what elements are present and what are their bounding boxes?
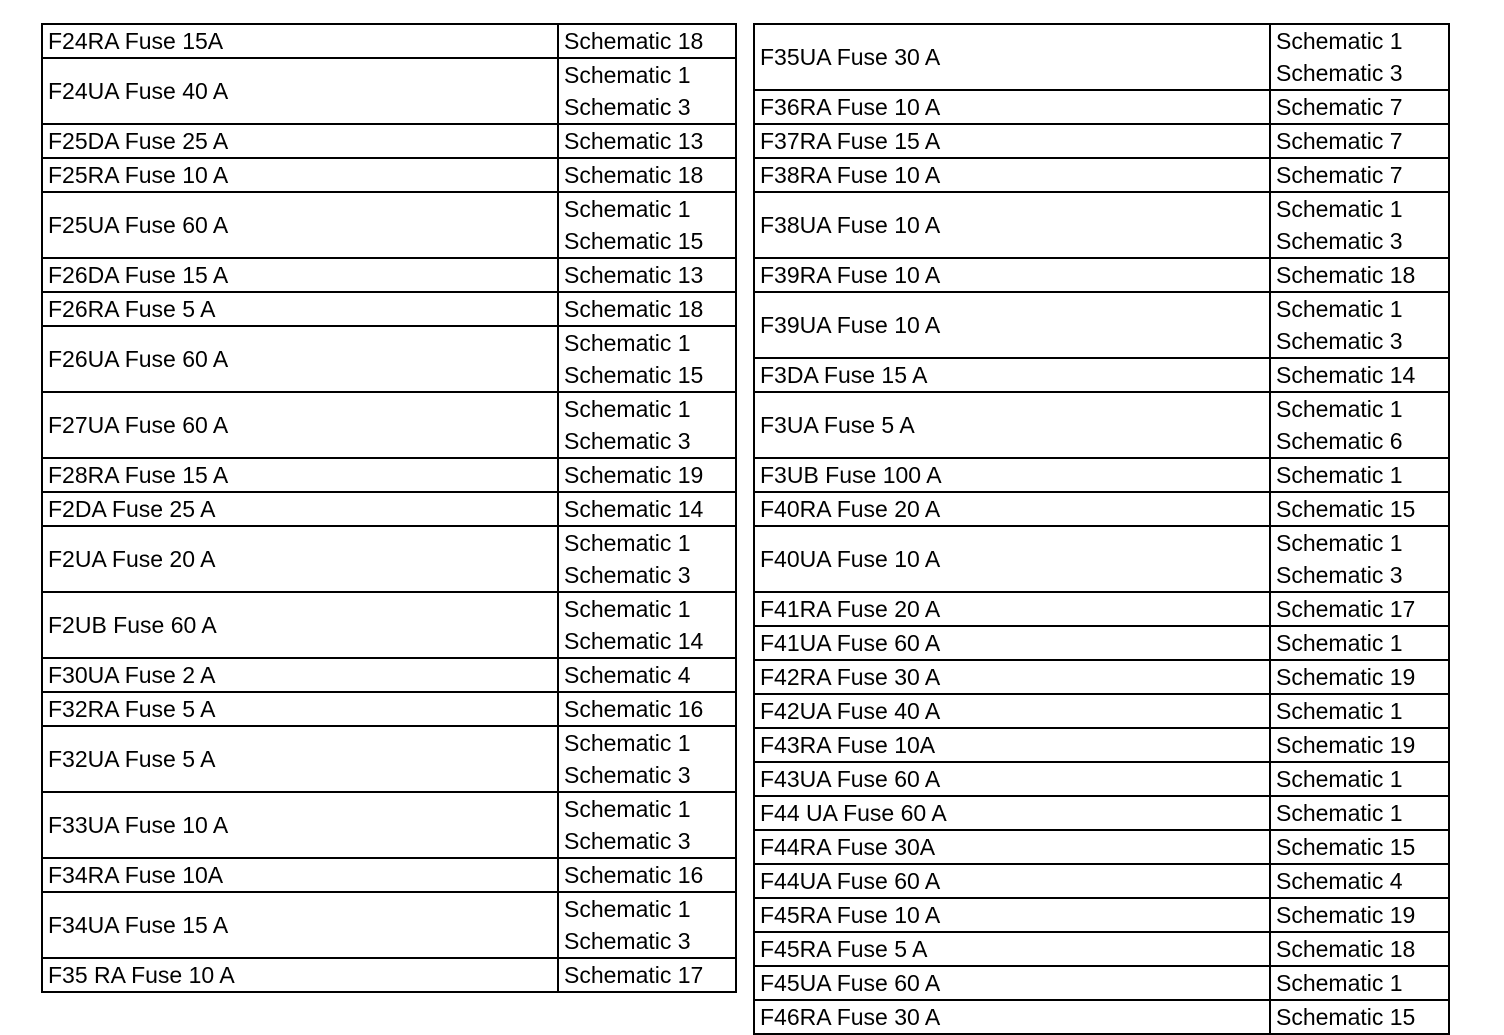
table-row <box>754 90 1449 124</box>
schematic-ref: Schematic 6 <box>1276 428 1403 454</box>
table-row <box>754 830 1449 864</box>
fuse-name-cell: F25DA Fuse 25 A <box>42 124 558 158</box>
table-row <box>754 258 1449 292</box>
schematic-ref-cell <box>1270 932 1449 966</box>
table-row <box>754 762 1449 796</box>
schematic-ref-cell <box>1270 762 1449 796</box>
schematic-ref-cell <box>1270 796 1449 830</box>
schematic-ref: Schematic 15 <box>1276 834 1416 860</box>
schematic-ref-cell <box>1270 192 1449 258</box>
schematic-ref-cell <box>558 458 736 492</box>
fuse-name-cell: F38RA Fuse 10 A <box>754 158 1270 192</box>
schematic-ref: Schematic 1 <box>564 596 691 622</box>
schematic-ref: Schematic 4 <box>1276 868 1403 894</box>
table-row <box>754 158 1449 192</box>
schematic-ref: Schematic 7 <box>1276 162 1403 188</box>
fuse-name-cell: F45RA Fuse 5 A <box>754 932 1270 966</box>
schematic-ref-cell <box>558 24 736 58</box>
schematic-ref-cell <box>1270 526 1449 592</box>
table-row <box>754 124 1449 158</box>
fuse-name-cell: F33UA Fuse 10 A <box>42 792 558 858</box>
table-row <box>42 458 736 492</box>
schematic-ref: Schematic 19 <box>1276 664 1416 690</box>
fuse-name-cell: F26DA Fuse 15 A <box>42 258 558 292</box>
schematic-ref: Schematic 14 <box>1276 362 1416 388</box>
table-row <box>754 694 1449 728</box>
schematic-ref-cell <box>1270 90 1449 124</box>
schematic-ref-cell <box>558 726 736 792</box>
schematic-ref-cell <box>1270 124 1449 158</box>
table-row <box>754 864 1449 898</box>
fuse-name-cell: F42RA Fuse 30 A <box>754 660 1270 694</box>
fuse-name-cell: F24RA Fuse 15A <box>42 24 558 58</box>
fuse-name-cell: F28RA Fuse 15 A <box>42 458 558 492</box>
fuse-name-cell: F35UA Fuse 30 A <box>754 24 1270 90</box>
fuse-name-cell: F3UA Fuse 5 A <box>754 392 1270 458</box>
fuse-name-cell: F27UA Fuse 60 A <box>42 392 558 458</box>
schematic-ref: Schematic 16 <box>564 696 704 722</box>
table-row <box>42 858 736 892</box>
schematic-ref: Schematic 1 <box>564 196 691 222</box>
table-row <box>42 24 736 58</box>
table-row <box>754 796 1449 830</box>
table-row <box>42 792 736 858</box>
table-row <box>42 192 736 258</box>
schematic-ref: Schematic 3 <box>1276 562 1403 588</box>
schematic-ref-cell <box>558 124 736 158</box>
schematic-ref-cell <box>558 292 736 326</box>
schematic-ref-cell <box>1270 492 1449 526</box>
schematic-ref: Schematic 1 <box>564 330 691 356</box>
schematic-ref: Schematic 1 <box>1276 396 1403 422</box>
table-row <box>42 58 736 124</box>
schematic-ref: Schematic 1 <box>564 530 691 556</box>
fuse-name-cell: F24UA Fuse 40 A <box>42 58 558 124</box>
schematic-ref-cell <box>1270 292 1449 358</box>
schematic-ref-cell <box>1270 458 1449 492</box>
table-row <box>42 292 736 326</box>
fuse-name-cell: F41UA Fuse 60 A <box>754 626 1270 660</box>
schematic-ref: Schematic 1 <box>1276 766 1403 792</box>
fuse-name-cell: F30UA Fuse 2 A <box>42 658 558 692</box>
fuse-name-cell: F45RA Fuse 10 A <box>754 898 1270 932</box>
schematic-ref: Schematic 15 <box>564 362 704 388</box>
schematic-ref: Schematic 3 <box>1276 60 1403 86</box>
table-row <box>754 1000 1449 1034</box>
schematic-ref-cell <box>1270 728 1449 762</box>
fuse-name-cell: F2UA Fuse 20 A <box>42 526 558 592</box>
fuse-name-cell: F38UA Fuse 10 A <box>754 192 1270 258</box>
fuse-name-cell: F3DA Fuse 15 A <box>754 358 1270 392</box>
schematic-ref: Schematic 3 <box>564 562 691 588</box>
fuse-name-cell: F39UA Fuse 10 A <box>754 292 1270 358</box>
schematic-ref-cell <box>1270 1000 1449 1034</box>
schematic-ref-cell <box>558 892 736 958</box>
fuse-name-cell: F44RA Fuse 30A <box>754 830 1270 864</box>
fuse-name-cell: F26RA Fuse 5 A <box>42 292 558 326</box>
table-row <box>42 258 736 292</box>
schematic-ref: Schematic 14 <box>564 628 704 654</box>
schematic-ref-cell <box>1270 592 1449 626</box>
fuse-name-cell: F40RA Fuse 20 A <box>754 492 1270 526</box>
schematic-ref: Schematic 19 <box>564 462 704 488</box>
schematic-ref: Schematic 1 <box>1276 698 1403 724</box>
schematic-ref-cell <box>558 158 736 192</box>
table-row <box>754 526 1449 592</box>
schematic-ref: Schematic 3 <box>564 928 691 954</box>
schematic-ref-cell <box>1270 864 1449 898</box>
schematic-ref: Schematic 17 <box>1276 596 1416 622</box>
schematic-ref-cell <box>558 192 736 258</box>
schematic-ref-cell <box>558 858 736 892</box>
fuse-name-cell: F32RA Fuse 5 A <box>42 692 558 726</box>
table-row <box>42 958 736 992</box>
schematic-ref: Schematic 7 <box>1276 128 1403 154</box>
schematic-ref-cell <box>1270 24 1449 90</box>
table-row <box>42 658 736 692</box>
table-row <box>754 966 1449 1000</box>
schematic-ref: Schematic 1 <box>1276 28 1403 54</box>
schematic-ref-cell <box>558 258 736 292</box>
schematic-ref: Schematic 3 <box>564 94 691 120</box>
schematic-ref-cell <box>1270 694 1449 728</box>
fuse-name-cell: F3UB Fuse 100 A <box>754 458 1270 492</box>
table-row <box>42 492 736 526</box>
schematic-ref-cell <box>558 58 736 124</box>
schematic-ref: Schematic 3 <box>564 828 691 854</box>
schematic-ref: Schematic 3 <box>564 762 691 788</box>
fuse-name-cell: F2DA Fuse 25 A <box>42 492 558 526</box>
fuse-name-cell: F42UA Fuse 40 A <box>754 694 1270 728</box>
schematic-ref: Schematic 1 <box>564 730 691 756</box>
fuse-name-cell: F40UA Fuse 10 A <box>754 526 1270 592</box>
schematic-ref: Schematic 1 <box>564 896 691 922</box>
table-row <box>754 192 1449 258</box>
fuse-name-cell: F36RA Fuse 10 A <box>754 90 1270 124</box>
table-row <box>42 158 736 192</box>
schematic-ref-cell <box>558 792 736 858</box>
schematic-ref-cell <box>558 592 736 658</box>
table-row <box>42 124 736 158</box>
fuse-name-cell: F37RA Fuse 15 A <box>754 124 1270 158</box>
table-row <box>754 24 1449 90</box>
schematic-ref: Schematic 1 <box>1276 296 1403 322</box>
schematic-ref: Schematic 15 <box>1276 1004 1416 1030</box>
schematic-ref-cell <box>558 326 736 392</box>
fuse-name-cell: F43UA Fuse 60 A <box>754 762 1270 796</box>
schematic-ref-cell <box>558 392 736 458</box>
table-row <box>754 392 1449 458</box>
fuse-name-cell: F35 RA Fuse 10 A <box>42 958 558 992</box>
table-row <box>754 660 1449 694</box>
schematic-ref: Schematic 1 <box>564 796 691 822</box>
schematic-ref: Schematic 1 <box>564 396 691 422</box>
fuse-name-cell: F44UA Fuse 60 A <box>754 864 1270 898</box>
table-row <box>754 358 1449 392</box>
schematic-ref: Schematic 13 <box>564 262 704 288</box>
fuse-name-cell: F25UA Fuse 60 A <box>42 192 558 258</box>
fuse-name-cell: F43RA Fuse 10A <box>754 728 1270 762</box>
schematic-ref: Schematic 18 <box>564 28 704 54</box>
table-row <box>754 492 1449 526</box>
schematic-ref-cell <box>1270 392 1449 458</box>
table-row <box>754 592 1449 626</box>
table-row <box>754 458 1449 492</box>
table-row <box>42 392 736 458</box>
schematic-ref: Schematic 1 <box>1276 530 1403 556</box>
fuse-name-cell: F25RA Fuse 10 A <box>42 158 558 192</box>
schematic-ref: Schematic 18 <box>564 296 704 322</box>
fuse-table-left <box>41 23 737 993</box>
fuse-table-right <box>753 23 1450 1035</box>
schematic-ref: Schematic 13 <box>564 128 704 154</box>
table-row <box>42 326 736 392</box>
schematic-ref: Schematic 19 <box>1276 732 1416 758</box>
fuse-name-cell: F41RA Fuse 20 A <box>754 592 1270 626</box>
schematic-ref: Schematic 18 <box>1276 936 1416 962</box>
fuse-name-cell: F26UA Fuse 60 A <box>42 326 558 392</box>
table-row <box>42 692 736 726</box>
schematic-ref-cell <box>1270 966 1449 1000</box>
fuse-name-cell: F46RA Fuse 30 A <box>754 1000 1270 1034</box>
schematic-ref-cell <box>558 526 736 592</box>
schematic-ref-cell <box>558 692 736 726</box>
schematic-ref: Schematic 1 <box>564 62 691 88</box>
schematic-ref: Schematic 1 <box>1276 630 1403 656</box>
fuse-name-cell: F44 UA Fuse 60 A <box>754 796 1270 830</box>
schematic-ref: Schematic 15 <box>1276 496 1416 522</box>
schematic-ref-cell <box>558 958 736 992</box>
schematic-ref: Schematic 4 <box>564 662 691 688</box>
table-row <box>754 728 1449 762</box>
schematic-ref: Schematic 3 <box>564 428 691 454</box>
schematic-ref: Schematic 15 <box>564 228 704 254</box>
schematic-ref: Schematic 1 <box>1276 800 1403 826</box>
schematic-ref: Schematic 1 <box>1276 462 1403 488</box>
schematic-ref: Schematic 3 <box>1276 228 1403 254</box>
table-row <box>754 898 1449 932</box>
schematic-ref-cell <box>1270 358 1449 392</box>
table-row <box>754 292 1449 358</box>
schematic-ref: Schematic 7 <box>1276 94 1403 120</box>
table-row <box>754 626 1449 660</box>
schematic-ref: Schematic 18 <box>564 162 704 188</box>
schematic-ref: Schematic 16 <box>564 862 704 888</box>
schematic-ref: Schematic 1 <box>1276 970 1403 996</box>
table-row <box>42 892 736 958</box>
table-row <box>754 932 1449 966</box>
schematic-ref: Schematic 14 <box>564 496 704 522</box>
fuse-name-cell: F34UA Fuse 15 A <box>42 892 558 958</box>
schematic-ref-cell <box>1270 660 1449 694</box>
schematic-ref-cell <box>558 492 736 526</box>
schematic-ref: Schematic 3 <box>1276 328 1403 354</box>
table-row <box>42 726 736 792</box>
fuse-name-cell: F32UA Fuse 5 A <box>42 726 558 792</box>
table-row <box>42 592 736 658</box>
schematic-ref-cell <box>1270 830 1449 864</box>
fuse-name-cell: F45UA Fuse 60 A <box>754 966 1270 1000</box>
table-row <box>42 526 736 592</box>
fuse-name-cell: F39RA Fuse 10 A <box>754 258 1270 292</box>
schematic-ref-cell <box>558 658 736 692</box>
schematic-ref: Schematic 19 <box>1276 902 1416 928</box>
schematic-ref: Schematic 17 <box>564 962 704 988</box>
fuse-name-cell: F34RA Fuse 10A <box>42 858 558 892</box>
fuse-name-cell: F2UB Fuse 60 A <box>42 592 558 658</box>
schematic-ref-cell <box>1270 258 1449 292</box>
schematic-ref: Schematic 18 <box>1276 262 1416 288</box>
schematic-ref: Schematic 1 <box>1276 196 1403 222</box>
schematic-ref-cell <box>1270 626 1449 660</box>
schematic-ref-cell <box>1270 158 1449 192</box>
schematic-ref-cell <box>1270 898 1449 932</box>
